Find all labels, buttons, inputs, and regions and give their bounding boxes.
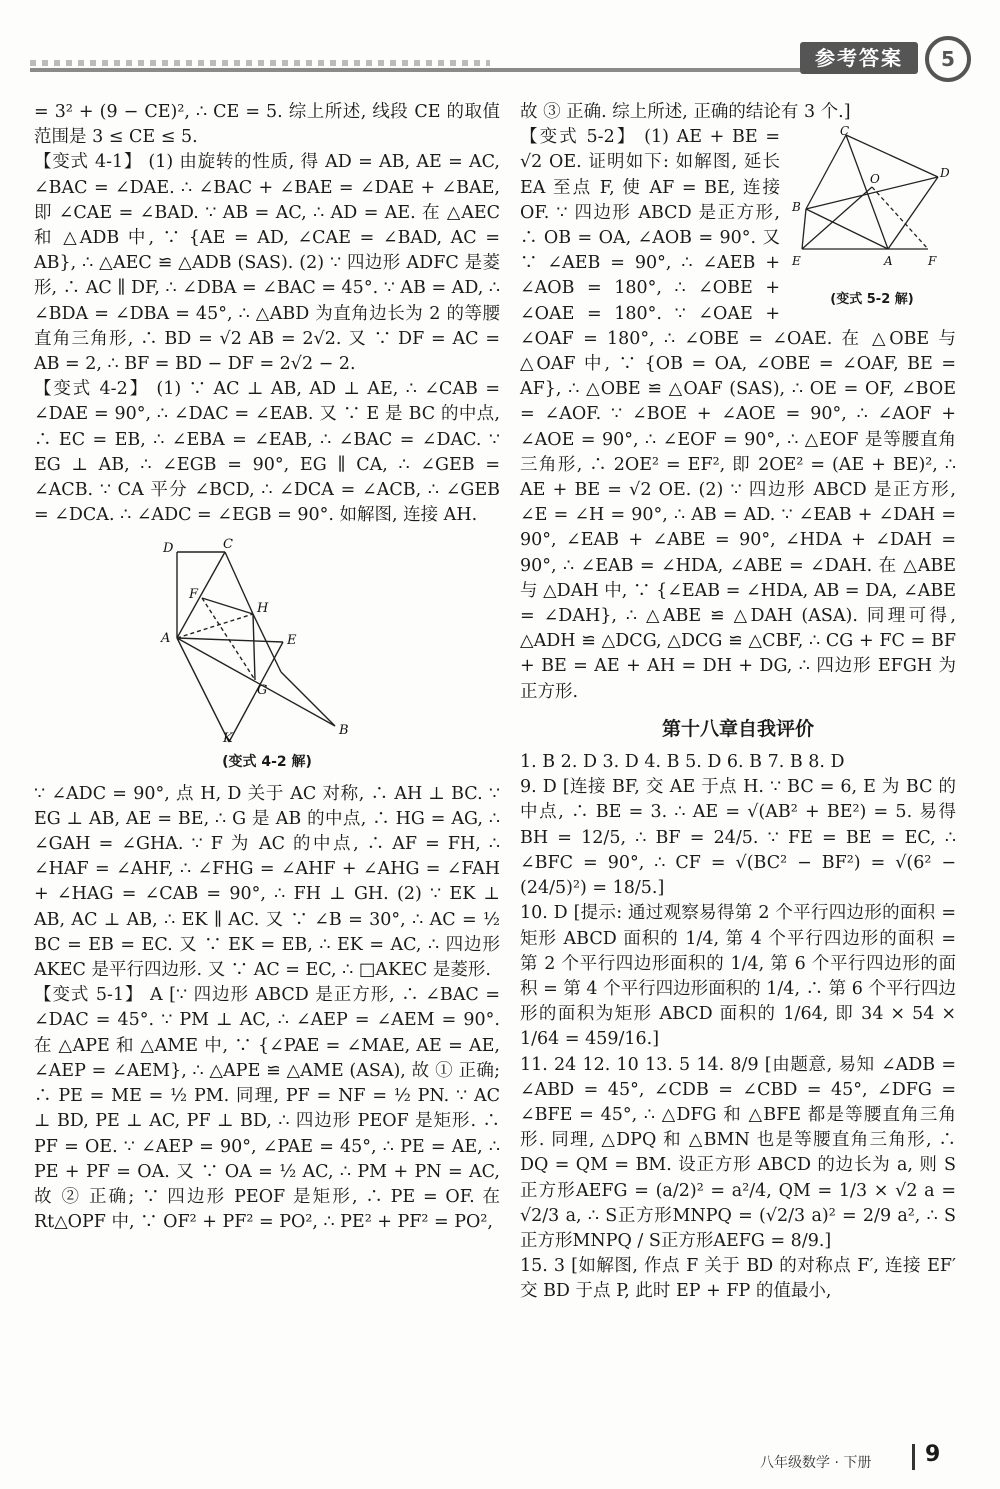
figure-variant-5-2 — [788, 124, 956, 312]
footer-divider — [912, 1444, 915, 1470]
geometry-diagram-5-2 — [788, 124, 950, 277]
page-header — [0, 0, 1000, 110]
left-column — [34, 100, 500, 1235]
answer-explanation: 11. 24 12. 10 13. 5 14. 8/9 [由题意, 易知 ∠ADB = ∠ABD = 45°, ∠CDB = ∠CBD = 45°, ∠DFG = ∠BFE = 45°, ∴ △DFG 和 △BFE 都是等腰直角三角形. 同理, △DPQ 和 △BMN 也是等腰直角三角形, ∴ DQ = QM = BM. 设正方形 ABCD 的边长为 a, 则 S正方形AEFG = (a/2)² = a²/4, QM = 1/3 × √2 a = √2/3 a, ∴ S正方形MNPQ = (√2/3 a)² = 2/9 a², ∴ S正方形MNPQ / S正方形AEFG = 8/9.] — [520, 1054, 956, 1251]
section-badge: 参考答案 — [800, 42, 918, 74]
point-label: K — [223, 731, 233, 747]
point-label: F — [928, 254, 937, 269]
paragraph-variant-4-2-cont: ∵ ∠ADC = 90°, 点 H, D 关于 AC 对称, ∴ AH ⊥ BC. ∵ EG ⊥ AB, AE = BE, ∴ G 是 AB 的中点, ∴ HG = AG, ∴ ∠GAH = ∠GHA. ∵ F 为 AC 的中点, ∴ AF = FH, ∴ ∠HAF = ∠AHF, ∴ ∠FHG = ∠AHF + ∠AHG = ∠FAH + ∠HAG = ∠CAB = 90°, ∴ FH ⊥ GH. (2) ∵ EK ⊥ AB, AC ⊥ AB, ∴ EK ∥ AC. 又 ∵ ∠B = 30°, ∴ AC = ½ BC = EB = EC. 又 ∵ EK = EB, ∴ EK = AC, ∴ 四边形 AKEC 是平行四边形. 又 ∵ AC = EC, ∴ □AKEC 是菱形. — [34, 783, 500, 981]
point-label: E — [792, 254, 801, 269]
chapter-title: 第十八章自我评价 — [661, 717, 814, 740]
point-label: D — [163, 541, 174, 557]
point-label: C — [840, 124, 850, 139]
point-label: D — [940, 166, 950, 181]
point-label: G — [257, 683, 268, 699]
footer-label: 八年级数学 · 下册 — [760, 1455, 872, 1471]
paragraph-variant-4-2: 【变式 4-2】 (1) ∵ AC ⊥ AB, AD ⊥ AE, ∴ ∠CAB = ∠DAE = 90°, ∴ ∠DAC = ∠EAB. 又 ∵ E 是 BC 的中点, ∴ EC = EB, ∴ ∠EBA = ∠EAB, ∴ ∠BAC = ∠DAC. ∵ EG ⊥ AB, ∴ ∠EGB = 90°, EG ∥ CA, ∴ ∠GEB = ∠ACB. ∵ CA 平分 ∠BCD, ∴ ∠DCA = ∠ACB, ∴ ∠GEB = ∠DCA. ∴ ∠ADC = ∠EGB = 90°. 如解图, 连接 AH. — [34, 379, 500, 526]
answer-explanation: 10. D [提示: 通过观察易得第 2 个平行四边形的面积 = 矩形 ABCD 面积的 1/4, 第 4 个平行四边形的面积 = 第 2 个平行四边形面积的 1/4, 第 6 个平行四边形的面积 = 第 4 个平行四边形面积的 1/4, ∴ 第 6 个平行四边形的面积为矩形 ABCD 面积的 1/64, 即 34 × 54 × 1/64 = 459/16.] — [520, 903, 956, 1050]
point-label: C — [223, 537, 233, 553]
paragraph-continuation: = 3² + (9 − CE)², ∴ CE = 5. 综上所述, 线段 CE 的取值范围是 3 ≤ CE ≤ 5. — [34, 102, 500, 148]
figure-variant-4-2 — [34, 538, 500, 775]
point-label: E — [287, 633, 297, 649]
paragraph-variant-4-1: 【变式 4-1】 (1) 由旋转的性质, 得 AD = AB, AE = AC, ∠BAC = ∠DAE. ∴ ∠BAC + ∠BAE = ∠DAE + ∠BAE, 即 ∠CAE = ∠BAD. ∵ AB = AC, ∴ AD = AE. 在 △AEC 和 △ADB 中, ∵ {AE = AD, ∠CAE = ∠BAD, AC = AB}, ∴ △AEC ≌ △ADB (SAS). (2) ∵ 四边形 ADFC 是菱形, ∴ AC ∥ DF, ∴ ∠DBA = ∠BAC = 45°. ∵ AB = AD, ∴ ∠BDA = ∠DBA = 45°, ∴ △ABD 为直角边长为 2 的等腰直角三角形, ∴ BD = √2 AB = 2√2. 又 ∵ DF = AC = AB = 2, ∴ BF = BD − DF = 2√2 − 2. — [34, 152, 500, 375]
point-label: F — [189, 587, 199, 603]
header-dotted-rule — [30, 60, 490, 66]
point-label: A — [884, 254, 893, 269]
paragraph-variant-5-1: 【变式 5-1】 A [∵ 四边形 ABCD 是正方形, ∴ ∠BAC = ∠DAC = 45°. ∵ PM ⊥ AC, ∴ ∠AEP = ∠AEM = 90°. 在 △APE 和 △AME 中, ∵ {∠PAE = ∠MAE, AE = AE, ∠AEP = ∠AEM}, ∴ △APE ≌ △AME (ASA), 故 ① 正确; ∴ PE = ME = ½ PM. 同理, PF = NF = ½ PN. ∵ AC ⊥ BD, PE ⊥ AC, PF ⊥ BD, ∴ 四边形 PEOF 是矩形. ∴ PF = OE. ∵ ∠AEP = 90°, ∠PAE = 45°, ∴ PE = AE, ∴ PE + PF = OA. 又 ∵ OA = ½ AC, ∴ PM + PN = AC, 故 ② 正确; ∵ 四边形 PEOF 是矩形, ∴ PE = OF. 在 Rt△OPF 中, ∵ OF² + PF² = PO², ∴ PE² + PF² = PO², — [34, 985, 500, 1233]
answer-key-line: 1. B 2. D 3. D 4. B 5. D 6. B 7. B 8. D — [520, 752, 845, 773]
paragraph-variant-5-2: 【变式 5-2】 (1) AE + BE = √2 OE. 证明如下: 如解图, 延长 EA 至点 F, 使 AF = BE, 连接 OF. ∵ 四边形 ABCD 是正方形, ∴ OB = OA, ∠AOB = 90°. 又 ∵ ∠AEB = 90°, ∴ ∠AEB + ∠AOB = 180°, ∴ ∠OBE + ∠OAE = 180°. ∵ ∠OAE + ∠OAF = 180°, ∴ ∠OBE = ∠OAE. 在 △OBE 与 △OAF 中, ∵ {OB = OA, ∠OBE = ∠OAF, BE = AF}, ∴ △OBE ≌ △OAF (SAS), ∴ OE = OF, ∠BOE = ∠AOF. ∵ ∠BOE + ∠AOE = 90°, ∴ ∠AOF + ∠AOE = 90°, ∴ ∠EOF = 90°, ∴ △EOF 是等腰直角三角形, ∴ 2OE² = EF², 即 2OE² = (AE + BE)², ∴ AE + BE = √2 OE. (2) ∵ 四边形 ABCD 是正方形, ∠E = ∠H = 90°, ∴ AB = AD. ∵ ∠EAB + ∠DAH = 90°, ∠EAB + ∠ABE = 90°, ∠HDA + ∠DAH = 90°, ∴ ∠EAB = ∠HDA, ∠ABE = ∠DAH. 在 △ABE 与 △DAH 中, ∵ {∠EAB = ∠HDA, AB = DA, ∠ABE = ∠DAH}, ∴ △ABE ≌ △DAH (ASA). 同理可得, △ADH ≌ △DCG, △DCG ≌ △CBF, ∴ CG + FC = BF + BE = AE + AH = DH + DG, ∴ 四边形 EFGH 为正方形. — [520, 127, 956, 702]
point-label: B — [339, 723, 349, 739]
geometry-diagram-4-2 — [157, 538, 377, 748]
page-number: 9 — [925, 1442, 941, 1467]
answer-explanation: 9. D [连接 BF, 交 AE 于点 H. ∵ BC = 6, E 为 BC 的中点, ∴ BE = 3. ∴ AE = √(AB² + BE²) = 5. 易得 BH = 12/5, ∴ BF = 24/5. ∵ FE = BE = EC, ∴ ∠BFC = 90°, ∴ CF = √(BC² − BF²) = √(6² − (24/5)²) = 18/5.] — [520, 777, 956, 899]
figure-caption: (变式 5-2 解) — [830, 292, 914, 308]
answer-explanation: 15. 3 [如解图, 作点 F 关于 BD 的对称点 F′, 连接 EF′ 交 BD 于点 P, 此时 EP + FP 的值最小, — [520, 1256, 956, 1302]
point-label: H — [257, 601, 269, 617]
book-logo-icon: 5 — [925, 36, 971, 82]
point-label: O — [870, 172, 880, 187]
header-rule — [30, 68, 800, 72]
paragraph-continuation: 故 ③ 正确. 综上所述, 正确的结论有 3 个.] — [520, 102, 851, 122]
right-column — [520, 100, 956, 1305]
point-label: B — [792, 200, 801, 215]
figure-caption: (变式 4-2 解) — [222, 754, 312, 771]
point-label: A — [161, 631, 171, 647]
